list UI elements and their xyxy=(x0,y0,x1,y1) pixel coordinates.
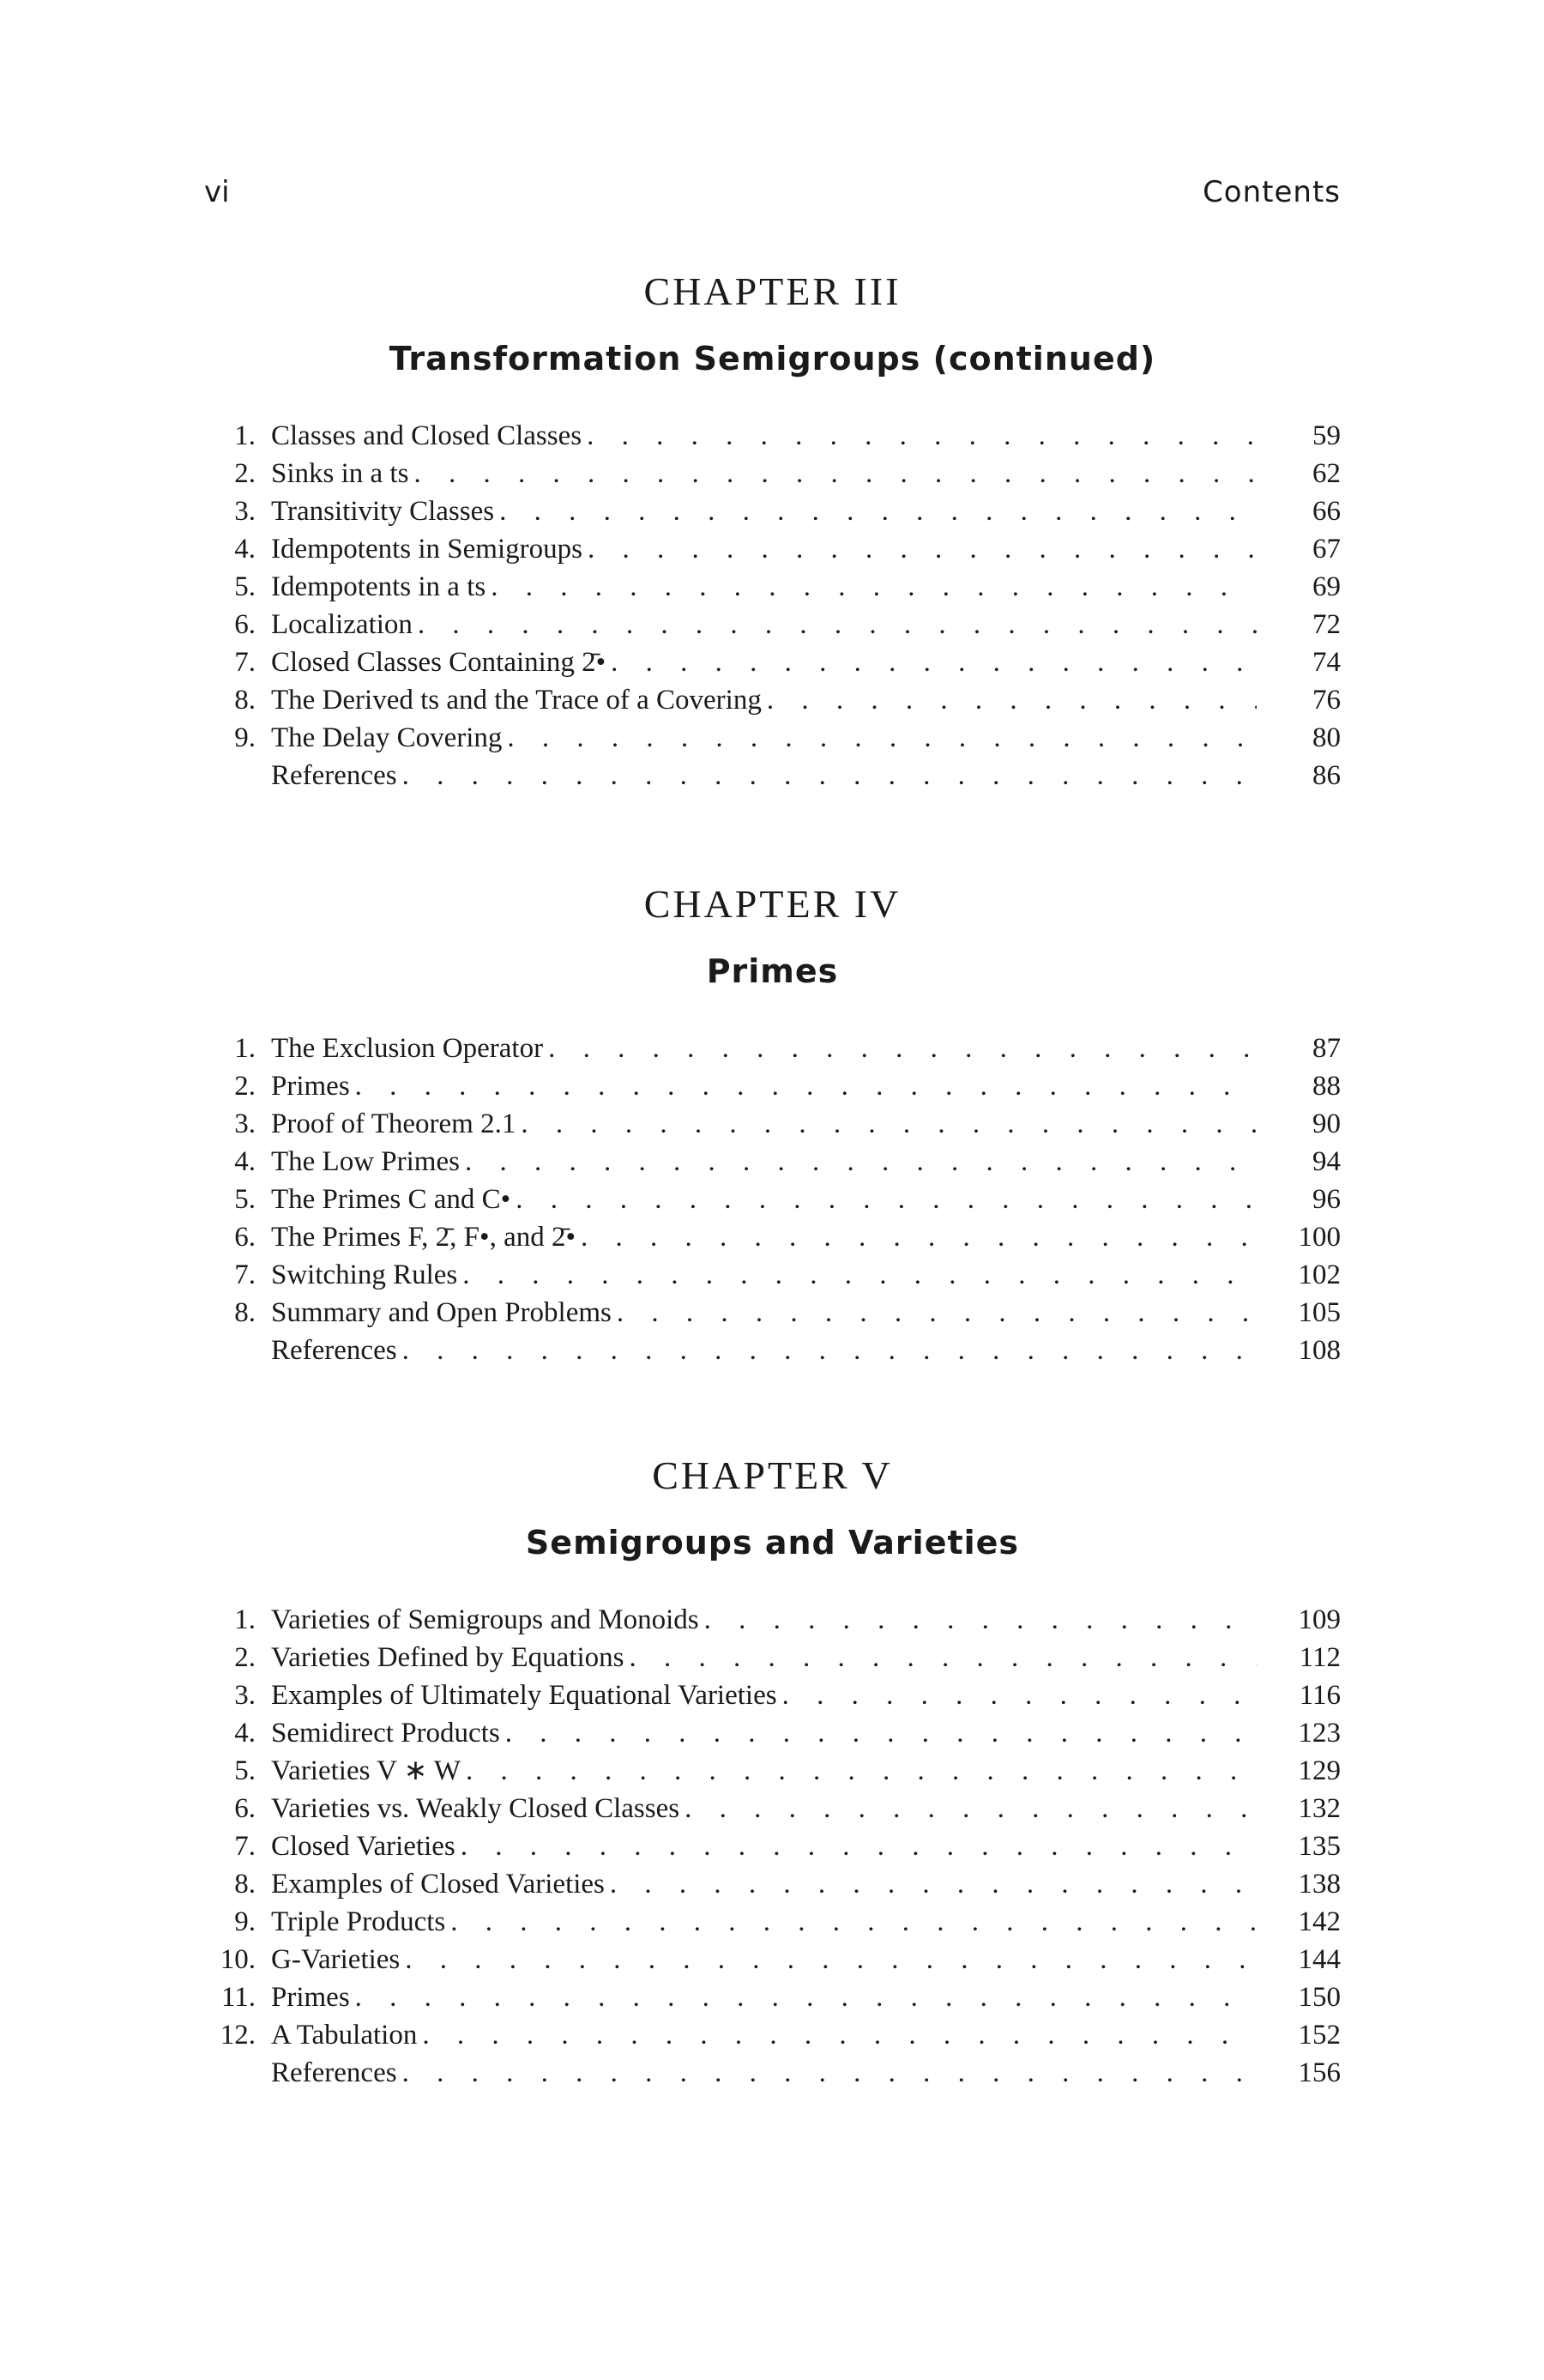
entry-row xyxy=(271,1978,1341,2016)
dot-leader xyxy=(461,1827,1257,1865)
entry-page-number: 132 xyxy=(1298,1793,1341,1824)
dot-leader xyxy=(355,1067,1257,1105)
entry-number: 4. xyxy=(234,534,256,565)
dot-leader xyxy=(507,719,1257,757)
dot-leader xyxy=(685,1790,1257,1827)
dot-leader xyxy=(355,1978,1257,2016)
entry-number: 11. xyxy=(220,1982,256,2013)
dot-leader xyxy=(402,757,1257,794)
entry-page-number: 135 xyxy=(1298,1831,1341,1862)
toc-entry xyxy=(204,1067,1341,1105)
toc-entry xyxy=(204,568,1341,606)
entry-row xyxy=(271,492,1341,530)
entry-page-number: 156 xyxy=(1298,2057,1341,2088)
entry-title: References xyxy=(271,757,402,794)
entry-row xyxy=(271,1639,1341,1676)
entry-title: The Low Primes xyxy=(271,1143,465,1181)
entry-number: 3. xyxy=(234,496,256,527)
entry-row xyxy=(271,1105,1341,1143)
entry-page-number: 80 xyxy=(1312,722,1341,753)
dot-leader xyxy=(413,455,1257,492)
entry-row xyxy=(271,1941,1341,1978)
chapter-section xyxy=(204,266,1341,794)
dot-leader xyxy=(499,492,1257,530)
entry-page-number: 138 xyxy=(1298,1869,1341,1900)
entry-number: 9. xyxy=(234,722,256,753)
toc-entry xyxy=(204,606,1341,643)
dot-leader xyxy=(405,1941,1257,1978)
entry-page-number: 76 xyxy=(1312,685,1341,716)
entry-number: 3. xyxy=(234,1680,256,1711)
toc-entry xyxy=(204,530,1341,568)
dot-leader xyxy=(588,530,1257,568)
toc-entry xyxy=(204,1601,1341,1639)
entry-title: References xyxy=(271,2054,402,2092)
chapter-title: Transformation Semigroups (continued) xyxy=(389,340,1156,378)
dot-leader xyxy=(465,1143,1257,1181)
toc-entry xyxy=(204,1676,1341,1714)
entry-page-number: 67 xyxy=(1312,534,1341,565)
page-number: vi xyxy=(204,175,230,209)
entry-number: 3. xyxy=(234,1108,256,1139)
dot-leader xyxy=(617,1294,1257,1332)
toc-entry xyxy=(204,643,1341,681)
entry-title: The Derived ts and the Trace of a Covering xyxy=(271,681,767,719)
entry-title: Varieties V ∗ W xyxy=(271,1752,466,1790)
entry-row xyxy=(271,1790,1341,1827)
entry-page-number: 100 xyxy=(1298,1222,1341,1253)
dot-leader xyxy=(767,681,1257,719)
dot-leader xyxy=(521,1105,1257,1143)
entry-number: 7. xyxy=(234,1831,256,1862)
entry-row xyxy=(271,1256,1341,1294)
entry-number: 5. xyxy=(234,571,256,602)
dot-leader xyxy=(491,568,1257,606)
entry-row xyxy=(271,643,1341,681)
toc-entry xyxy=(204,719,1341,757)
entry-row xyxy=(271,1714,1341,1752)
chapter-title: Primes xyxy=(706,952,839,990)
entry-title: Summary and Open Problems xyxy=(271,1294,617,1332)
entry-title: Varieties vs. Weakly Closed Classes xyxy=(271,1790,685,1827)
entry-title: Switching Rules xyxy=(271,1256,462,1294)
dot-leader xyxy=(462,1256,1257,1294)
entry-row xyxy=(271,530,1341,568)
entry-page-number: 102 xyxy=(1298,1259,1341,1290)
entry-row xyxy=(271,1601,1341,1639)
entry-title: Localization xyxy=(271,606,418,643)
entry-page-number: 90 xyxy=(1312,1108,1341,1139)
entry-number: 10. xyxy=(220,1944,256,1975)
entry-number: 1. xyxy=(234,420,256,451)
chapter-section xyxy=(204,1450,1341,2092)
entry-number: 12. xyxy=(220,2020,256,2051)
entry-page-number: 116 xyxy=(1299,1680,1341,1711)
entry-number: 9. xyxy=(234,1906,256,1937)
entry-row xyxy=(271,1676,1341,1714)
entry-title: The Primes F, 2̄, F•, and 2̄• xyxy=(271,1218,581,1256)
toc-entry xyxy=(204,1941,1341,1978)
entry-row xyxy=(271,455,1341,492)
toc-entry xyxy=(204,1752,1341,1790)
chapter-title: Semigroups and Varieties xyxy=(525,1524,1020,1561)
entry-row xyxy=(271,1865,1341,1903)
toc-entry xyxy=(204,1790,1341,1827)
entry-row xyxy=(271,1181,1341,1218)
toc-entry xyxy=(204,1143,1341,1181)
entry-page-number: 69 xyxy=(1312,571,1341,602)
entry-title: A Tabulation xyxy=(271,2016,422,2054)
running-head xyxy=(204,175,1341,218)
entry-row xyxy=(271,417,1341,455)
entry-page-number: 105 xyxy=(1298,1297,1341,1328)
entry-number: 5. xyxy=(234,1184,256,1215)
entry-row xyxy=(271,1752,1341,1790)
entry-number: 6. xyxy=(234,609,256,640)
entry-title: Varieties of Semigroups and Monoids xyxy=(271,1601,704,1639)
toc-entry xyxy=(204,1827,1341,1865)
toc-entry xyxy=(204,757,1341,794)
toc-entry xyxy=(204,1030,1341,1067)
entry-row xyxy=(271,1218,1341,1256)
entry-row xyxy=(271,2054,1341,2092)
entry-page-number: 109 xyxy=(1298,1604,1341,1635)
toc-entry xyxy=(204,492,1341,530)
dot-leader xyxy=(402,2054,1257,2092)
entry-number: 4. xyxy=(234,1146,256,1177)
entry-page-number: 86 xyxy=(1312,760,1341,791)
entry-number: 5. xyxy=(234,1755,256,1786)
entry-number: 7. xyxy=(234,1259,256,1290)
toc-entry xyxy=(204,1714,1341,1752)
entry-number: 4. xyxy=(234,1718,256,1749)
entry-row xyxy=(271,1294,1341,1332)
dot-leader xyxy=(581,1218,1257,1256)
entry-title: The Primes C and C• xyxy=(271,1181,516,1218)
entry-title: Examples of Closed Varieties xyxy=(271,1865,610,1903)
entry-page-number: 87 xyxy=(1312,1033,1341,1064)
toc-entry xyxy=(204,2054,1341,2092)
entry-page-number: 96 xyxy=(1312,1184,1341,1215)
entry-number: 1. xyxy=(234,1033,256,1064)
entry-number: 2. xyxy=(234,1642,256,1673)
dot-leader xyxy=(629,1639,1257,1676)
entry-title: The Delay Covering xyxy=(271,719,507,757)
chapter-number: CHAPTER III xyxy=(643,269,902,313)
entry-page-number: 62 xyxy=(1312,458,1341,489)
entry-number: 2. xyxy=(234,1071,256,1102)
dot-leader xyxy=(704,1601,1257,1639)
entry-title: G-Varieties xyxy=(271,1941,405,1978)
toc-entry xyxy=(204,1865,1341,1903)
entry-title: Triple Products xyxy=(271,1903,450,1941)
entry-row xyxy=(271,1030,1341,1067)
entry-page-number: 123 xyxy=(1298,1718,1341,1749)
entry-title: Idempotents in Semigroups xyxy=(271,530,588,568)
entry-page-number: 150 xyxy=(1298,1982,1341,2013)
entry-page-number: 112 xyxy=(1299,1642,1341,1673)
toc-entry xyxy=(204,1256,1341,1294)
chapter-number: CHAPTER V xyxy=(652,1453,893,1497)
toc-entry xyxy=(204,1218,1341,1256)
entry-row xyxy=(271,681,1341,719)
entry-row xyxy=(271,1067,1341,1105)
entry-number: 7. xyxy=(234,647,256,678)
toc-list xyxy=(204,417,1341,794)
entry-title: Classes and Closed Classes xyxy=(271,417,587,455)
toc-entry xyxy=(204,1332,1341,1369)
entry-title: Closed Classes Containing 2̄• xyxy=(271,643,611,681)
dot-leader xyxy=(505,1714,1257,1752)
toc-list xyxy=(204,1601,1341,2092)
entry-row xyxy=(271,568,1341,606)
toc-entry xyxy=(204,1105,1341,1143)
dot-leader xyxy=(450,1903,1257,1941)
toc-entry xyxy=(204,455,1341,492)
entry-number: 6. xyxy=(234,1793,256,1824)
entry-title: Semidirect Products xyxy=(271,1714,505,1752)
entry-title: Transitivity Classes xyxy=(271,492,499,530)
entry-page-number: 152 xyxy=(1298,2020,1341,2051)
entry-row xyxy=(271,1903,1341,1941)
entry-page-number: 142 xyxy=(1298,1906,1341,1937)
entry-page-number: 94 xyxy=(1312,1146,1341,1177)
entry-title: Primes xyxy=(271,1978,355,2016)
dot-leader xyxy=(548,1030,1257,1067)
dot-leader xyxy=(466,1752,1257,1790)
entry-number: 2. xyxy=(234,458,256,489)
dot-leader xyxy=(516,1181,1257,1218)
entry-row xyxy=(271,1143,1341,1181)
chapter-number: CHAPTER IV xyxy=(643,882,902,926)
entry-title: Varieties Defined by Equations xyxy=(271,1639,629,1676)
dot-leader xyxy=(782,1676,1257,1714)
entry-number: 8. xyxy=(234,685,256,716)
running-title: Contents xyxy=(1203,175,1341,209)
entry-title: Examples of Ultimately Equational Varieties xyxy=(271,1676,782,1714)
toc-entry xyxy=(204,1903,1341,1941)
entry-title: Proof of Theorem 2.1 xyxy=(271,1105,521,1143)
entry-title: Closed Varieties xyxy=(271,1827,461,1865)
entry-row xyxy=(271,606,1341,643)
entry-row xyxy=(271,1332,1341,1369)
dot-leader xyxy=(402,1332,1257,1369)
toc-entry xyxy=(204,1181,1341,1218)
dot-leader xyxy=(418,606,1257,643)
entry-title: References xyxy=(271,1332,402,1369)
dot-leader xyxy=(422,2016,1257,2054)
entry-number: 1. xyxy=(234,1604,256,1635)
entry-number: 8. xyxy=(234,1869,256,1900)
entry-page-number: 144 xyxy=(1298,1944,1341,1975)
toc-entry xyxy=(204,2016,1341,2054)
dot-leader xyxy=(610,1865,1257,1903)
entry-title: The Exclusion Operator xyxy=(271,1030,548,1067)
entry-title: Primes xyxy=(271,1067,355,1105)
entry-page-number: 59 xyxy=(1312,420,1341,451)
dot-leader xyxy=(611,643,1257,681)
toc-entry xyxy=(204,681,1341,719)
entry-row xyxy=(271,2016,1341,2054)
chapter-section xyxy=(204,879,1341,1369)
entry-number: 8. xyxy=(234,1297,256,1328)
entry-row xyxy=(271,1827,1341,1865)
entry-page-number: 72 xyxy=(1312,609,1341,640)
toc-list xyxy=(204,1030,1341,1369)
toc-entry xyxy=(204,1978,1341,2016)
entry-row xyxy=(271,757,1341,794)
toc-entry xyxy=(204,1639,1341,1676)
entry-title: Idempotents in a ts xyxy=(271,568,491,606)
entry-page-number: 74 xyxy=(1312,647,1341,678)
entry-title: Sinks in a ts xyxy=(271,455,413,492)
entry-page-number: 88 xyxy=(1312,1071,1341,1102)
toc-entry xyxy=(204,417,1341,455)
dot-leader xyxy=(587,417,1257,455)
entry-page-number: 66 xyxy=(1312,496,1341,527)
entry-page-number: 129 xyxy=(1298,1755,1341,1786)
entry-page-number: 108 xyxy=(1298,1335,1341,1366)
toc-entry xyxy=(204,1294,1341,1332)
entry-number: 6. xyxy=(234,1222,256,1253)
entry-row xyxy=(271,719,1341,757)
